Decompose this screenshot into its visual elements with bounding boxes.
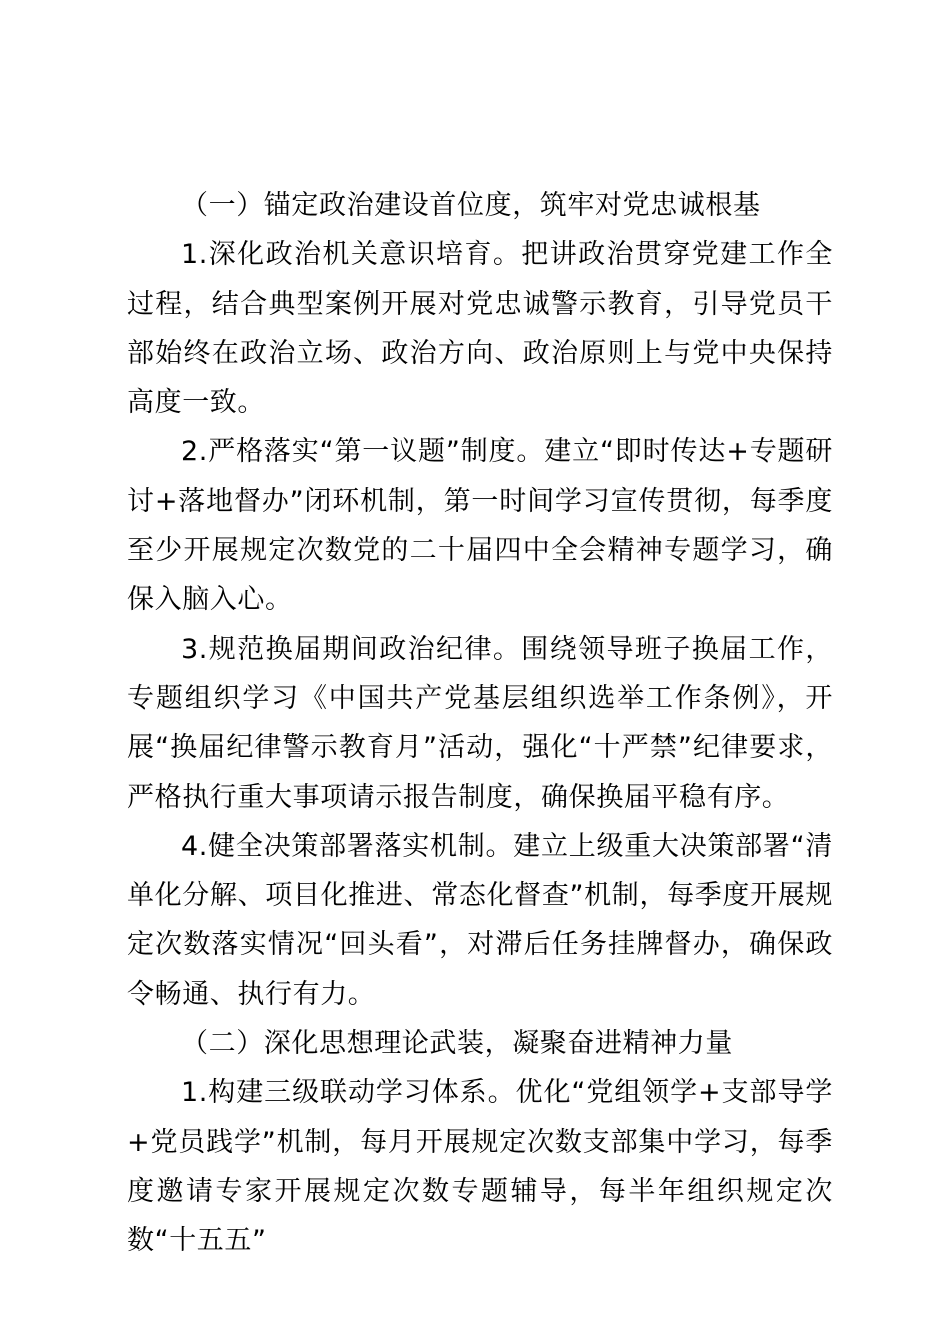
paragraph-item: 4.健全决策部署落实机制。建立上级重大决策部署“清单化分解、项目化推进、常态化督查”机制，每季度开展规定次数落实情况“回头看”，对滞后任务挂牌督办，确保政令畅通、执行有力。	[127, 830, 833, 1010]
section-2	[127, 1019, 833, 1265]
section-heading: （二）深化思想理论武装，凝聚奋进精神力量	[181, 1028, 733, 1060]
paragraph-item: 1.构建三级联动学习体系。优化“党组领学+支部导学+党员践学”机制，每月开展规定次数支部集中学习，每季度邀请专家开展规定次数专题辅导，每半年组织规定次数“十五五”	[127, 1077, 833, 1257]
section-1	[127, 181, 833, 1019]
paragraph-item: 2.严格落实“第一议题”制度。建立“即时传达+专题研讨+落地督办”闭环机制，第一时间学习宣传贯彻，每季度至少开展规定次数党的二十届四中全会精神专题学习，确保入脑入心。	[127, 436, 833, 616]
paragraph-item: 1.深化政治机关意识培育。把讲政治贯穿党建工作全过程，结合典型案例开展对党忠诚警示教育，引导党员干部始终在政治立场、政治方向、政治原则上与党中央保持高度一致。	[127, 239, 833, 419]
document-page	[127, 181, 833, 1266]
paragraph-item: 3.规范换届期间政治纪律。围绕领导班子换届工作，专题组织学习《中国共产党基层组织选举工作条例》，开展“换届纪律警示教育月”活动，强化“十严禁”纪律要求，严格执行重大事项请示报告制度，确保换届平稳有序。	[127, 633, 833, 813]
section-heading: （一）锚定政治建设首位度，筑牢对党忠诚根基	[181, 190, 761, 221]
